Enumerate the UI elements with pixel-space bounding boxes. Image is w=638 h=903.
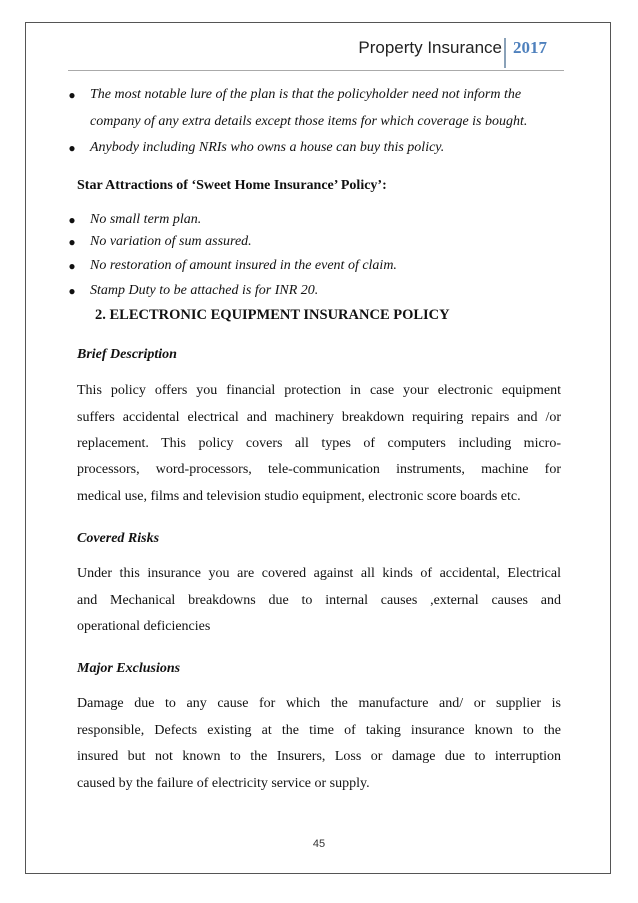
exclusions-line-2: responsible, Defects existing at the time of taking insurance known to the: [77, 723, 561, 738]
brief-line-4: processors, word-processors, tele-communication instruments, machine for: [77, 462, 561, 477]
intro-bullet-1-line-1: The most notable lure of the plan is that the policyholder need not inform the: [90, 87, 522, 102]
covered-line-2: and Mechanical breakdowns due to internal causes ,external causes and: [77, 593, 561, 608]
bullet-icon: ●: [68, 235, 76, 249]
covered-risks-heading: Covered Risks: [77, 531, 160, 546]
bullet-icon: ●: [68, 213, 76, 227]
section-heading: 2. ELECTRONIC EQUIPMENT INSURANCE POLICY: [95, 307, 450, 323]
page-header: [0, 38, 638, 68]
bullet-icon: ●: [68, 284, 76, 298]
header-title: Property Insurance: [358, 38, 502, 57]
covered-line-1: Under this insurance you are covered against all kinds of accidental, Electrical: [77, 566, 561, 581]
star-attractions-heading: Star Attractions of ‘Sweet Home Insurance’ Policy’:: [77, 178, 387, 193]
exclusions-line-1: Damage due to any cause for which the manufacture and/ or supplier is: [77, 696, 561, 711]
star-bullet-3: No restoration of amount insured in the event of claim.: [90, 258, 397, 273]
exclusions-line-4: caused by the failure of electricity service or supply.: [77, 776, 370, 791]
bullet-icon: ●: [68, 88, 76, 102]
brief-line-5: medical use, films and television studio equipment, electronic score boards etc.: [77, 489, 521, 504]
brief-line-2: suffers accidental electrical and machinery breakdown requiring repairs and /or: [77, 410, 561, 425]
major-exclusions-heading: Major Exclusions: [77, 661, 181, 676]
bullet-icon: ●: [68, 259, 76, 273]
intro-bullet-2: Anybody including NRIs who owns a house can buy this policy.: [90, 140, 445, 155]
exclusions-line-3: insured but not known to the Insurers, Loss or damage due to interruption: [77, 749, 561, 764]
covered-line-3: operational deficiencies: [77, 619, 211, 634]
header-year: 2017: [513, 38, 547, 57]
star-bullet-4: Stamp Duty to be attached is for INR 20.: [90, 283, 319, 298]
page-number: 45: [312, 838, 326, 850]
brief-description-heading: Brief Description: [77, 347, 177, 362]
star-bullet-2: No variation of sum assured.: [90, 234, 252, 249]
header-separator: [504, 38, 506, 68]
star-bullet-1: No small term plan.: [90, 212, 202, 227]
intro-bullet-1-line-2: company of any extra details except those items for which coverage is bought.: [90, 114, 528, 129]
brief-line-3: replacement. This policy covers all types of computers including micro-: [77, 436, 561, 451]
header-rule: [68, 70, 564, 71]
brief-line-1: This policy offers you financial protection in case your electronic equipment: [77, 383, 561, 398]
bullet-icon: ●: [68, 141, 76, 155]
